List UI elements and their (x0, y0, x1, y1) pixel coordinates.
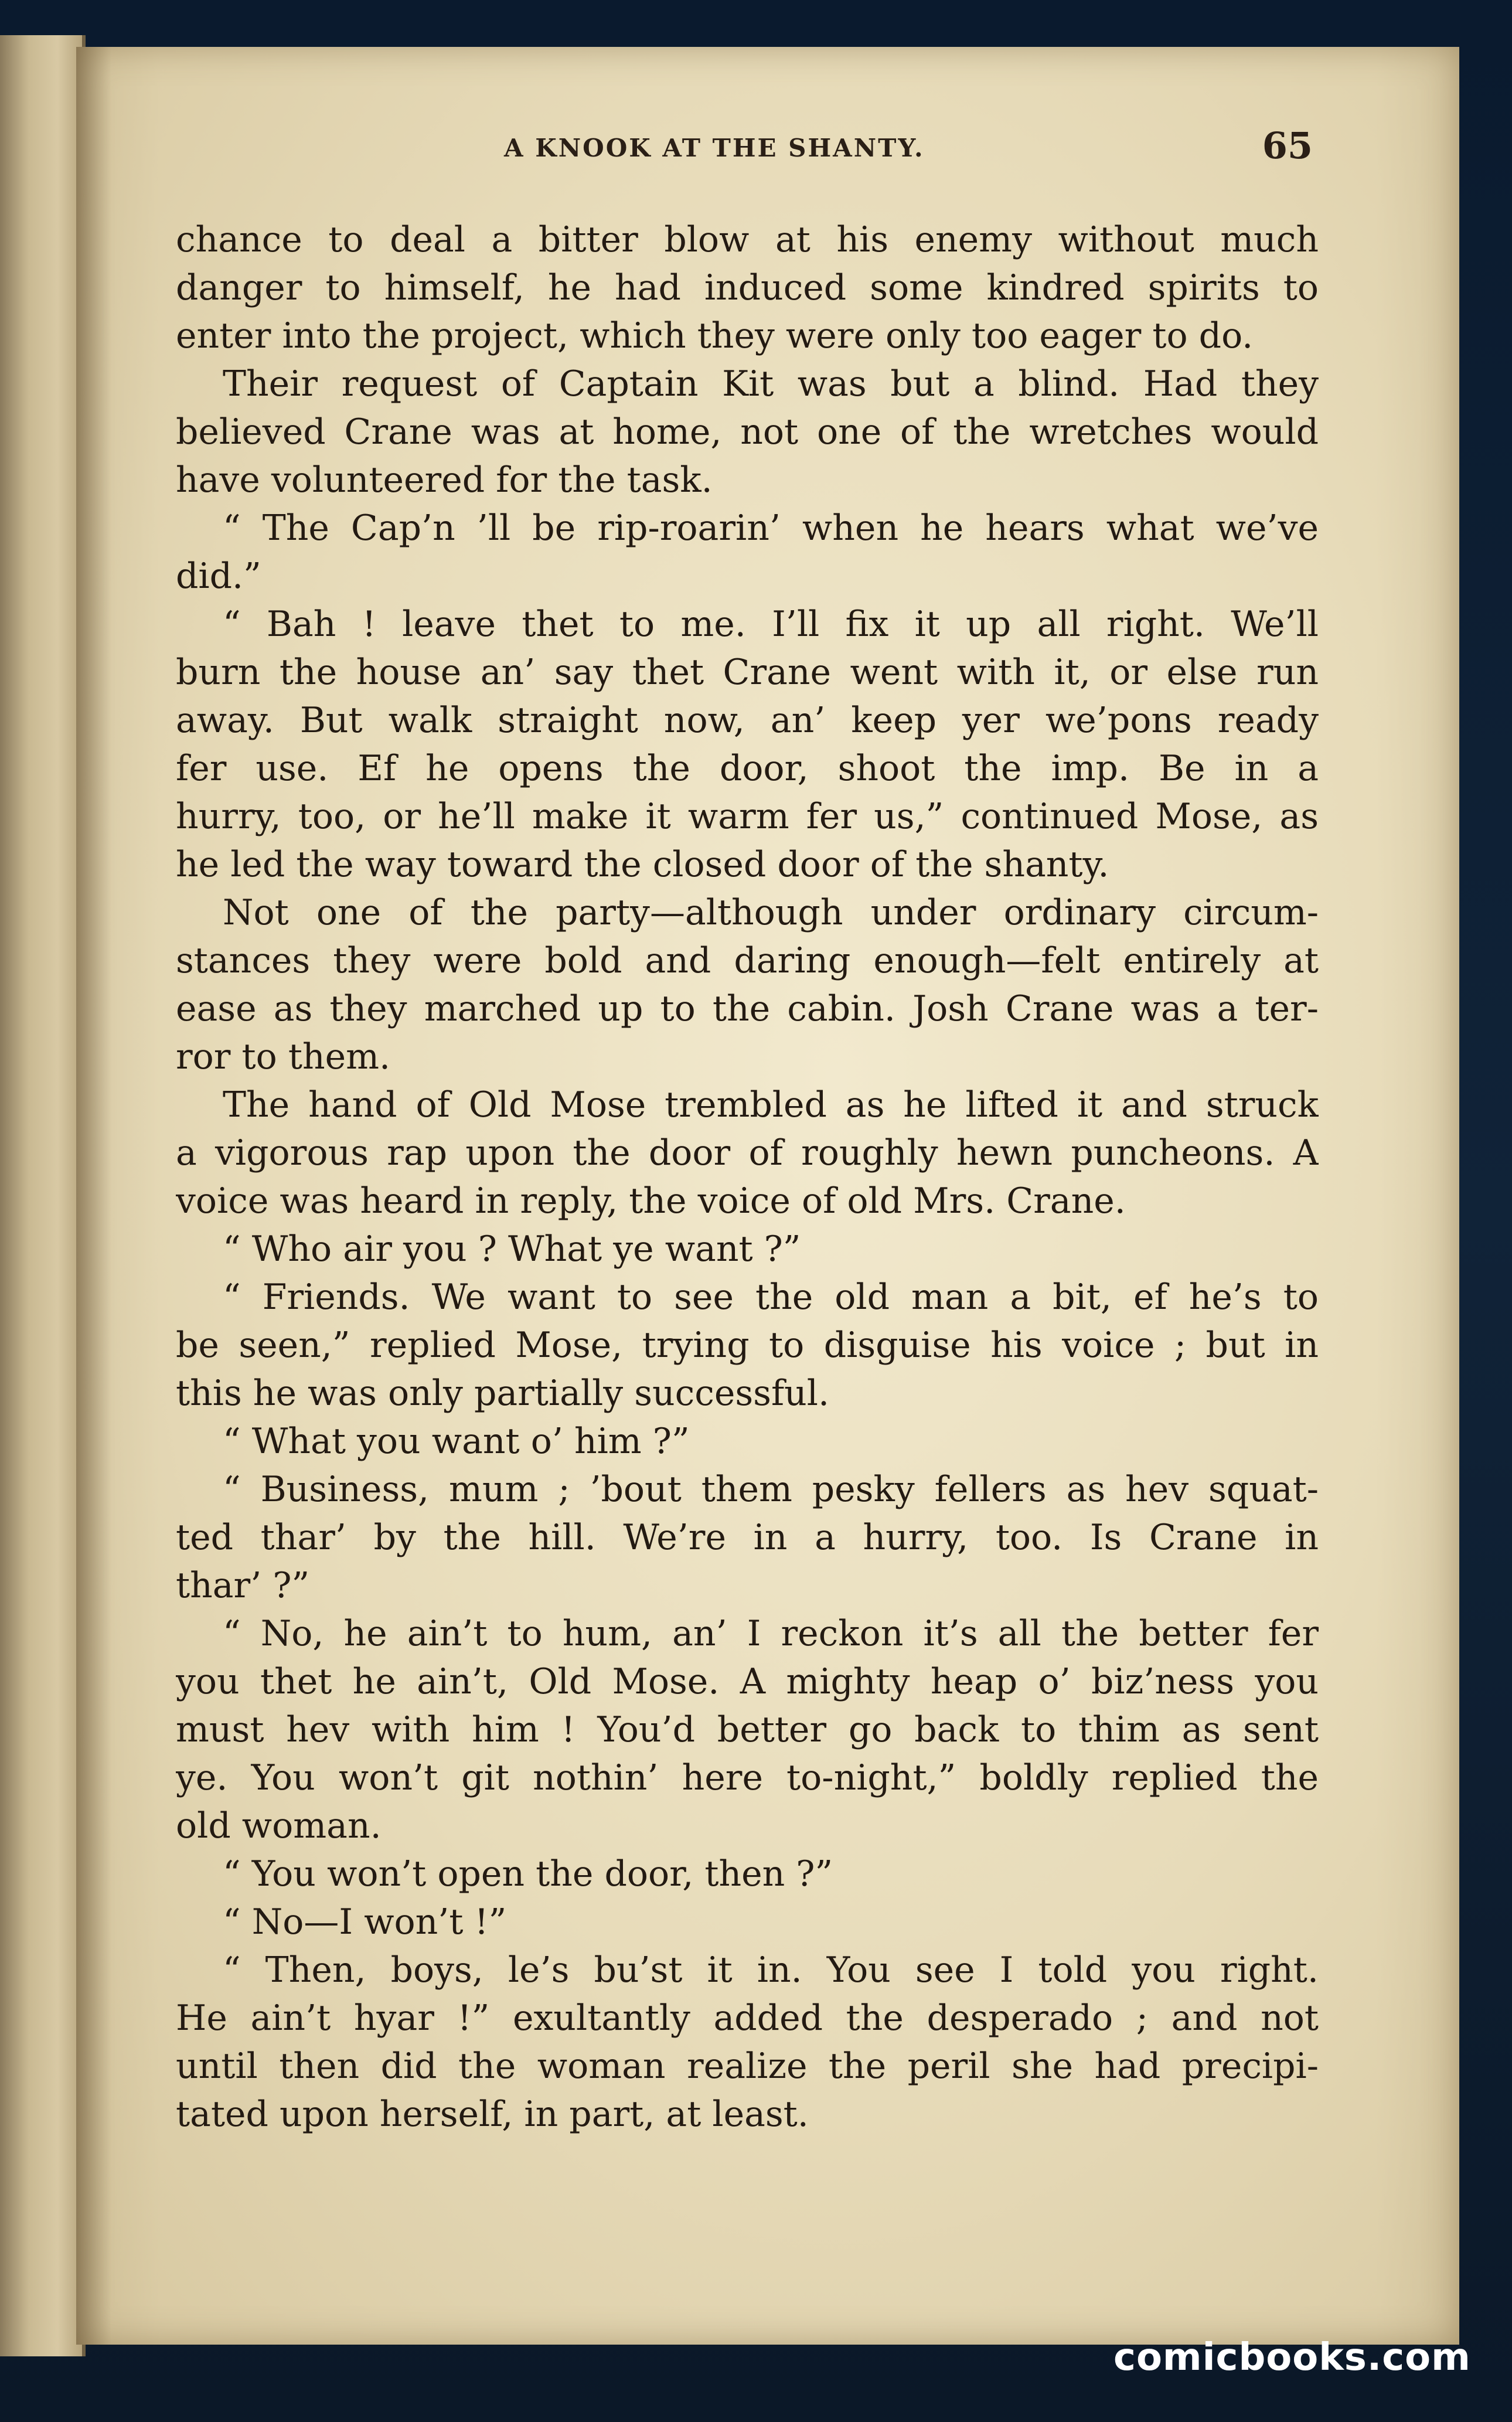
text-line-content: “ Bah ! leave thet to me. I’ll fix it up all right. We’ll (223, 604, 1319, 645)
text-line-content: voice was heard in reply, the voice of old Mrs. Crane. (176, 1181, 1126, 1222)
text-line-content: enter into the project, which they were only too eager to do. (176, 315, 1254, 356)
text-line (176, 1562, 1319, 1610)
text-line-content: must hev with him ! You’d better go back to thim as sent (176, 1709, 1319, 1750)
text-line (176, 1033, 1319, 1081)
text-line-content: stances they were bold and daring enough—felt entirely at (176, 940, 1319, 981)
text-line (176, 552, 1319, 600)
text-line (176, 216, 1319, 264)
text-line (176, 1658, 1319, 1706)
text-line-content: “ What you want o’ him ?” (223, 1421, 690, 1462)
text-line (176, 1273, 1319, 1321)
text-line (176, 744, 1319, 792)
text-line-content: “ No, he ain’t to hum, an’ I reckon it’s all the better fer (223, 1613, 1319, 1654)
text-line (176, 360, 1319, 408)
text-line (176, 1946, 1319, 1994)
text-line (176, 1321, 1319, 1369)
facing-page-edge (0, 35, 86, 2356)
text-line (176, 1850, 1319, 1898)
text-line-content: you thet he ain’t, Old Mose. A mighty heap o’ biz’ness you (176, 1661, 1319, 1702)
text-line (176, 1129, 1319, 1177)
text-line-content: “ The Cap’n ’ll be rip-roarin’ when he hears what we’ve (223, 508, 1319, 549)
text-line (176, 504, 1319, 552)
text-line-content: Not one of the party—although under ordinary circum- (223, 892, 1319, 933)
text-line-content: away. But walk straight now, an’ keep yer we’pons ready (176, 700, 1319, 741)
text-line (176, 1465, 1319, 1513)
text-line-content: “ No—I won’t !” (223, 1901, 507, 1943)
text-line-content: ted thar’ by the hill. We’re in a hurry, too. Is Crane in (176, 1517, 1319, 1558)
text-line-content: ease as they marched up to the cabin. Josh Crane was a ter- (176, 988, 1319, 1029)
text-line-content: fer use. Ef he opens the door, shoot the imp. Be in a (176, 748, 1319, 789)
text-line-content: “ Friends. We want to see the old man a bit, ef he’s to (223, 1277, 1319, 1318)
text-line-content: chance to deal a bitter blow at his enemy without much (176, 219, 1319, 260)
text-line-content: old woman. (176, 1805, 382, 1846)
text-line (176, 1610, 1319, 1658)
text-line-content: this he was only partially successful. (176, 1373, 830, 1414)
text-line-content: tated upon herself, in part, at least. (176, 2094, 809, 2135)
text-line-content: He ain’t hyar !” exultantly added the desperado ; and not (176, 1998, 1319, 2039)
text-line (176, 408, 1319, 456)
text-line (176, 1706, 1319, 1754)
body-text (176, 216, 1319, 2138)
text-line-content: The hand of Old Mose trembled as he lifted it and struck (223, 1084, 1319, 1125)
text-line (176, 1081, 1319, 1129)
text-line-content: “ Business, mum ; ’bout them pesky fellers as hev squat- (223, 1469, 1319, 1510)
text-line-content: “ Then, boys, le’s bu’st it in. You see I told you right. (223, 1950, 1319, 1991)
text-line-content: hurry, too, or he’ll make it warm fer us,” continued Mose, as (176, 796, 1319, 837)
text-line (176, 1513, 1319, 1562)
text-line-content: be seen,” replied Mose, trying to disguise his voice ; but in (176, 1325, 1319, 1366)
text-line (176, 2042, 1319, 2090)
text-line-content: danger to himself, he had induced some kindred spirits to (176, 267, 1319, 308)
text-line (176, 456, 1319, 504)
text-line-content: believed Crane was at home, not one of the wretches would (176, 411, 1319, 453)
text-line (176, 1802, 1319, 1850)
text-line (176, 648, 1319, 696)
page-header (176, 124, 1336, 171)
text-line (176, 600, 1319, 648)
text-line (176, 2090, 1319, 2138)
text-line (176, 1754, 1319, 1802)
text-line (176, 1369, 1319, 1417)
text-line-content: have volunteered for the task. (176, 460, 713, 501)
text-line-content: thar’ ?” (176, 1565, 310, 1606)
site-watermark: comicbooks.com (1113, 2336, 1471, 2379)
text-line (176, 841, 1319, 889)
text-line (176, 1225, 1319, 1273)
text-line (176, 792, 1319, 841)
text-line-content: “ Who air you ? What ye want ?” (223, 1229, 801, 1270)
text-line-content: until then did the woman realize the peril she had precipi- (176, 2046, 1319, 2087)
text-line-content: a vigorous rap upon the door of roughly hewn puncheons. A (176, 1132, 1319, 1173)
text-line (176, 1898, 1319, 1946)
running-head: A KNOOK AT THE SHANTY. (504, 134, 925, 162)
text-line (176, 696, 1319, 744)
spine-shadow (76, 47, 111, 2345)
text-line-content: “ You won’t open the door, then ?” (223, 1853, 833, 1894)
text-line (176, 312, 1319, 360)
text-line (176, 264, 1319, 312)
text-line (176, 937, 1319, 985)
text-line (176, 889, 1319, 937)
text-line (176, 1994, 1319, 2042)
text-line (176, 985, 1319, 1033)
text-line (176, 1177, 1319, 1225)
text-line-content: burn the house an’ say thet Crane went with it, or else run (176, 652, 1319, 693)
text-line-content: he led the way toward the closed door of the shanty. (176, 844, 1109, 885)
text-line-content: ror to them. (176, 1036, 391, 1077)
page-number: 65 (1262, 124, 1313, 167)
text-line-content: did.” (176, 556, 261, 597)
text-line-content: ye. You won’t git nothin’ here to-night,” boldly replied the (176, 1757, 1319, 1798)
text-line-content: Their request of Captain Kit was but a blind. Had they (223, 363, 1319, 404)
text-line (176, 1417, 1319, 1465)
